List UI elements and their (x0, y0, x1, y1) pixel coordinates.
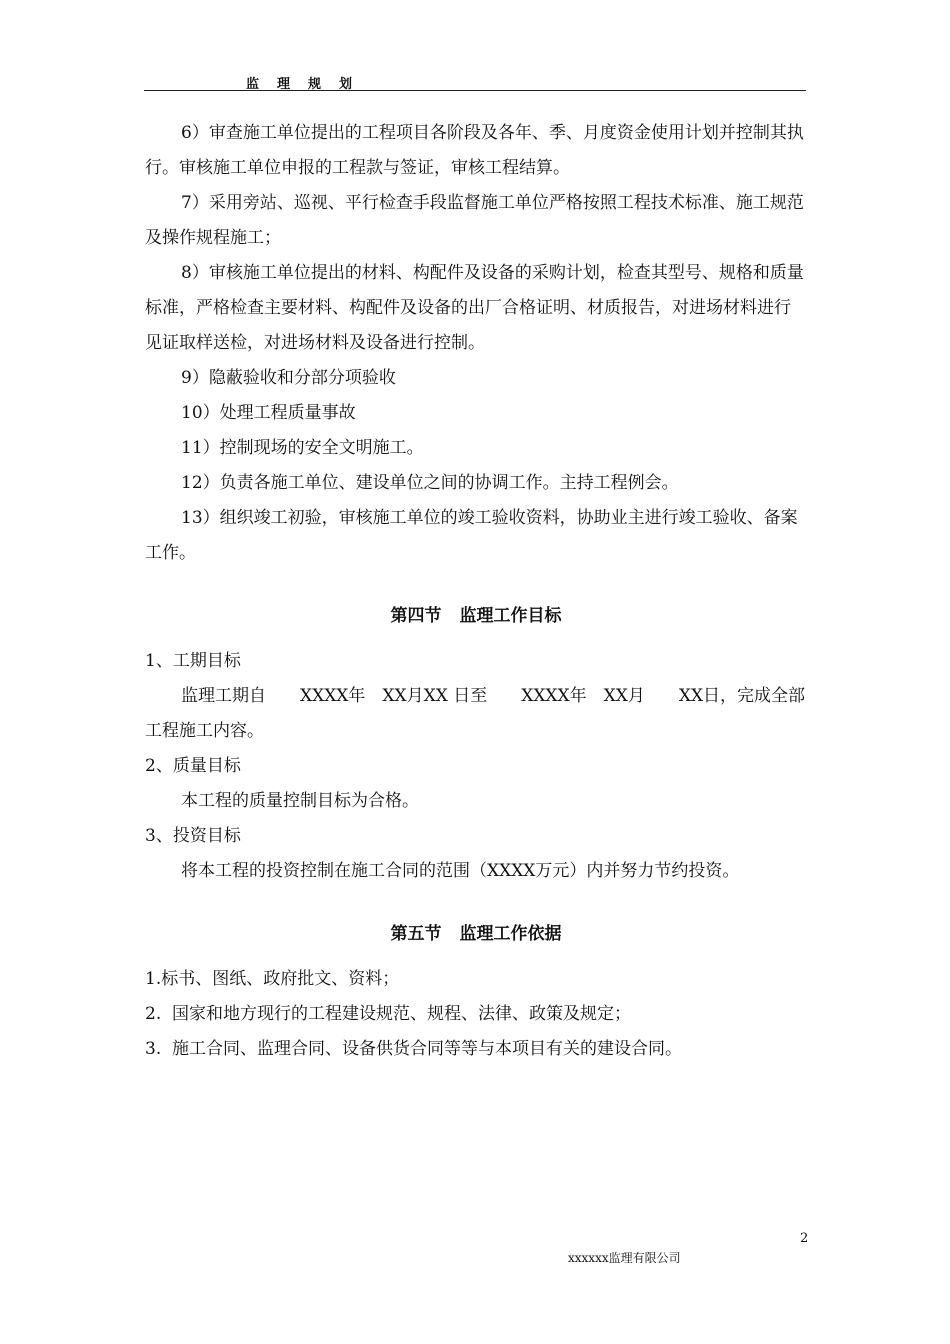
document-body (145, 116, 807, 1067)
header-rule (144, 90, 806, 91)
section-4-number: 第四节 (390, 606, 442, 626)
list-item: 13）组织竣工初验，审核施工单位的竣工验收资料，协助业主进行竣工验收、备案工作。 (145, 508, 798, 563)
list-item: 10）处理工程质量事故 (181, 403, 356, 423)
list-item: 7）采用旁站、巡视、平行检查手段监督施工单位严格按照工程技术标准、施工规范及操作规程施工； (145, 193, 804, 248)
goal-text-investment: 将本工程的投资控制在施工合同的范围（XXXX万元）内并努力节约投资。 (181, 861, 740, 881)
basis-item: 2. 国家和地方现行的工程建设规范、规程、法律、政策及规定； (145, 1004, 632, 1024)
goal-heading-schedule: 1、工期目标 (145, 651, 241, 671)
section-4-title (145, 601, 807, 626)
goal-text-schedule: 监理工期自 XXXX年 XX月XX 日至 XXXX年 XX月 XX日，完成全部工程施工内容。 (145, 686, 806, 741)
list-item: 11）控制现场的安全文明施工。 (181, 438, 424, 458)
list-item: 6）审查施工单位提出的工程项目各阶段及各年、季、月度资金使用计划并控制其执行。审核施工单位申报的工程款与签证，审核工程结算。 (145, 123, 804, 178)
basis-item: 3. 施工合同、监理合同、设备供货合同等等与本项目有关的建设合同。 (145, 1039, 683, 1059)
footer-company: xxxxxx监理有限公司 (568, 1251, 681, 1265)
section-4-heading: 监理工作目标 (459, 606, 562, 626)
page-number: 2 (800, 1231, 809, 1246)
list-item: 9）隐蔽验收和分部分项验收 (181, 368, 396, 388)
section-5-heading: 监理工作依据 (459, 924, 562, 944)
header-title: 监理规划 (246, 77, 371, 92)
basis-item: 1.标书、图纸、政府批文、资料； (145, 969, 400, 989)
list-item: 8）审核施工单位提出的材料、构配件及设备的采购计划，检查其型号、规格和质量标准，严格检查主要材料、构配件及设备的出厂合格证明、材质报告，对进场材料进行见证取样送检，对进场材料及设备进行控制。 (145, 263, 804, 353)
goal-text-quality: 本工程的质量控制目标为合格。 (181, 791, 419, 811)
section-5-title (145, 919, 807, 944)
section-5-number: 第五节 (390, 924, 442, 944)
goal-heading-investment: 3、投资目标 (145, 826, 241, 846)
list-item: 12）负责各施工单位、建设单位之间的协调工作。主持工程例会。 (181, 473, 679, 493)
goal-heading-quality: 2、质量目标 (145, 756, 241, 776)
